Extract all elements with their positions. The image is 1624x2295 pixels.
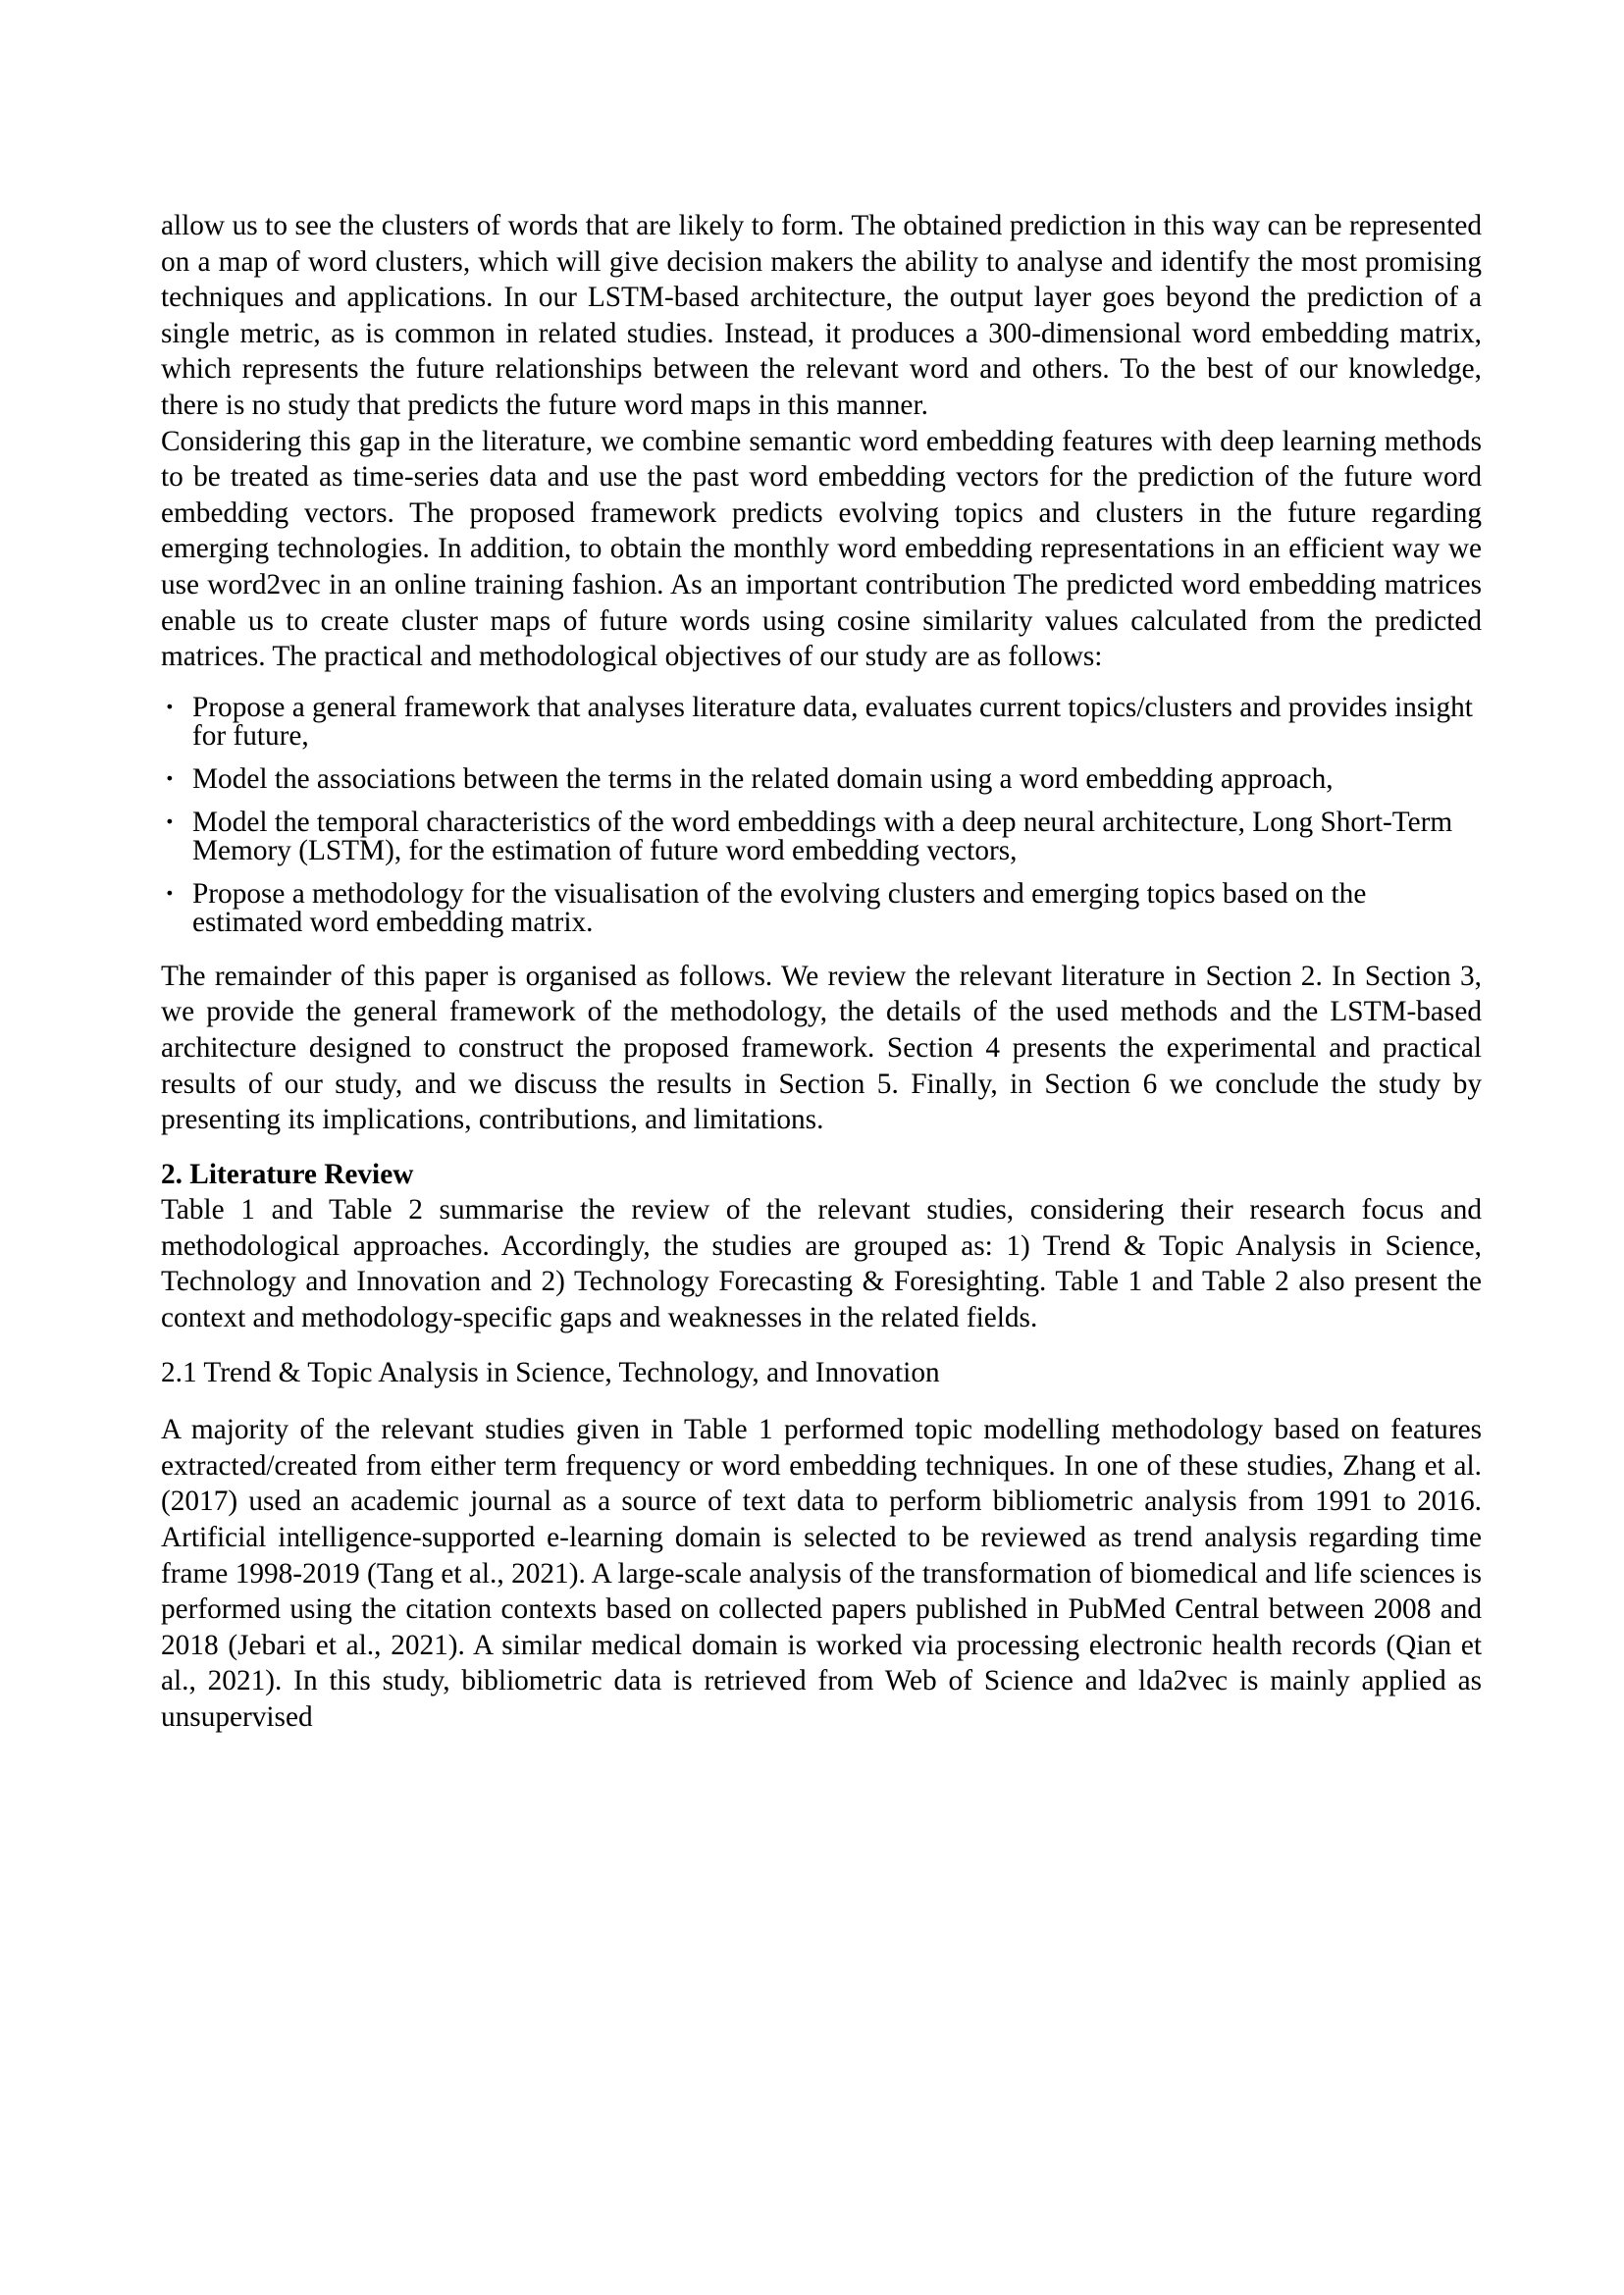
paper-organisation-paragraph: The remainder of this paper is organised as follows. We review the relevant literature in Section 2. In Section 3, we provide the general framework of the methodology, the details of the used methods and the LSTM-based architecture designed to construct the proposed framework. Section 4 presents the experimental and practical results of our study, and we discuss the results in Section 5. Finally, in Section 6 we conclude the study by presenting its implications, contributions, and limitations. xyxy=(161,960,1482,1136)
subsection-heading-trend-topic: 2.1 Trend & Topic Analysis in Science, Technology, and Innovation xyxy=(161,1356,940,1388)
objective-text: Model the associations between the terms in the related domain using a word embedding approach, xyxy=(192,762,1334,795)
bullet-icon: · xyxy=(165,762,175,795)
list-item xyxy=(161,691,1482,752)
list-item xyxy=(161,877,1482,938)
research-gap-paragraph: Considering this gap in the literature, we combine semantic word embedding features with deep learning methods to be treated as time-series data and use the past word embedding vectors for the prediction of the future word embedding vectors. The proposed framework predicts evolving topics and clusters in the future regarding emerging technologies. In addition, to obtain the monthly word embedding representations in an efficient way we use word2vec in an online training fashion. As an important contribution The predicted word embedding matrices enable us to create cluster maps of future words using cosine similarity values calculated from the predicted matrices. The practical and methodological objectives of our study are as follows: xyxy=(161,425,1482,673)
intro-paragraph-continued: allow us to see the clusters of words that are likely to form. The obtained prediction in this way can be represented on a map of word clusters, which will give decision makers the ability to analyse and identify the most promising techniques and applications. In our LSTM-based architecture, the output layer goes beyond the prediction of a single metric, as is common in related studies. Instead, it produces a 300-dimensional word embedding matrix, which represents the future relationships between the relevant word and others. To the best of our knowledge, there is no study that predicts the future word maps in this manner. xyxy=(161,210,1482,421)
objective-text: Propose a general framework that analyses literature data, evaluates current topics/clusters and provides insight for future, xyxy=(192,691,1473,752)
page-body xyxy=(161,208,1482,1736)
list-item xyxy=(161,762,1482,795)
objectives-list xyxy=(161,691,1482,938)
objective-text: Model the temporal characteristics of the word embeddings with a deep neural architecture, Long Short-Term Memory (LSTM), for the estimation of future word embedding vectors, xyxy=(192,806,1453,866)
literature-summary-paragraph: Table 1 and Table 2 summarise the review of the relevant studies, considering their research focus and methodological approaches. Accordingly, the studies are grouped as: 1) Trend & Topic Analysis in Science, Technology and Innovation and 2) Technology Forecasting & Foresighting. Table 1 and Table 2 also present the context and methodology-specific gaps and weaknesses in the related fields. xyxy=(161,1194,1482,1334)
topic-modelling-paragraph: A majority of the relevant studies given in Table 1 performed topic modelling methodology based on features extracted/created from either term frequency or word embedding techniques. In one of these studies, Zhang et al. (2017) used an academic journal as a source of text data to perform bibliometric analysis from 1991 to 2016. Artificial intelligence-supported e-learning domain is selected to be reviewed as trend analysis regarding time frame 1998-2019 (Tang et al., 2021). A large-scale analysis of the transformation of biomedical and life sciences is performed using the citation contexts based on collected papers published in PubMed Central between 2008 and 2018 (Jebari et al., 2021). A similar medical domain is worked via processing electronic health records (Qian et al., 2021). In this study, bibliometric data is retrieved from Web of Science and lda2vec is mainly applied as unsupervised xyxy=(161,1414,1482,1733)
section-heading-literature-review: 2. Literature Review xyxy=(161,1158,414,1190)
bullet-icon: · xyxy=(165,806,175,838)
objective-text: Propose a methodology for the visualisation of the evolving clusters and emerging topics based on the estimated word embedding matrix. xyxy=(192,877,1367,938)
bullet-icon: · xyxy=(165,877,175,910)
list-item xyxy=(161,808,1482,865)
bullet-icon: · xyxy=(165,691,175,723)
